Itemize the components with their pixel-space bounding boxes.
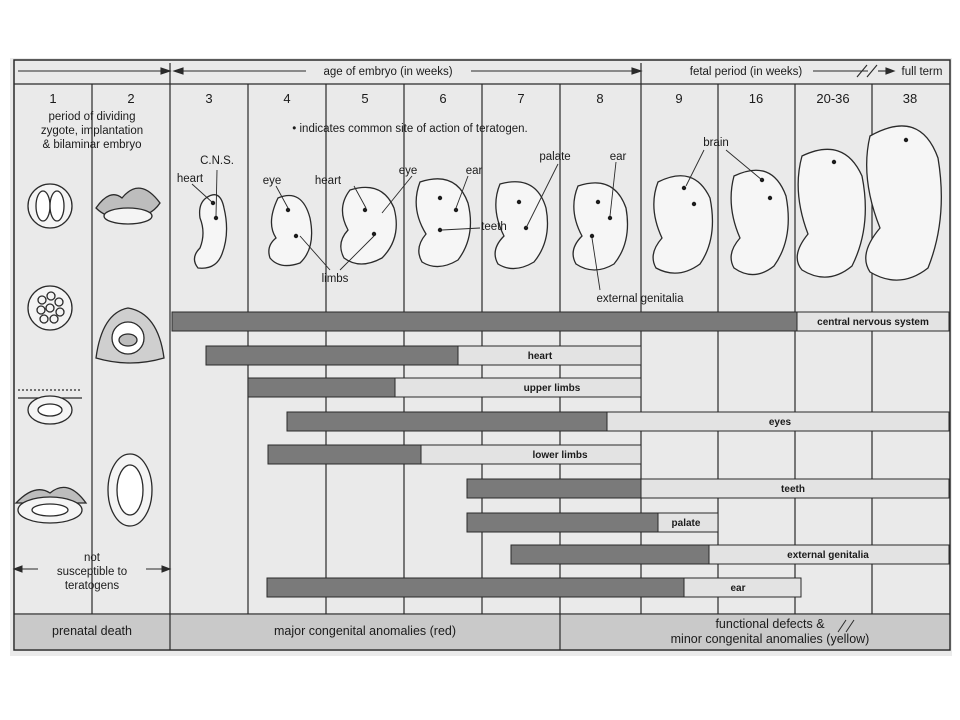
teeth-label: teeth [481,221,507,233]
bar-external-genitalia [511,545,949,564]
limbs-label: limbs [321,273,349,285]
bar-eyes [287,412,949,431]
embryo-week-3-drawing [194,195,226,269]
bar-label: teeth [781,484,805,495]
bar-label: palate [671,518,701,529]
bar-label: external genitalia [787,550,869,561]
week-16-label: 16 [748,91,764,106]
prenatal-death-label: prenatal death [52,624,132,638]
week-labels [49,91,917,106]
week-8-label: 8 [596,91,604,106]
bar-lower-limbs [268,445,641,464]
chart-canvas [10,58,952,656]
brain-label: brain [703,137,729,149]
embryo-week-4-drawing [269,196,312,266]
embryo-illustrations [194,126,941,280]
palate-label: palate [539,151,571,163]
eye-week-6-label: eye [398,165,418,177]
ear-week-6-label: ear [465,165,483,177]
bar-label: lower limbs [532,450,588,461]
bar-upper-limbs [248,378,641,397]
fetus-week-16-drawing [731,170,788,274]
bar-teeth [467,479,949,498]
eye-week-4-label: eye [262,175,282,187]
week-9-label: 9 [675,91,683,106]
embryo-week-8-drawing [573,183,627,270]
functional-defects-label-2: minor congenital anomalies (yellow) [670,632,870,646]
external-genitalia-label: external genitalia [596,293,684,305]
bar-label: heart [527,351,553,362]
heart-week-3-label: heart [176,173,204,185]
week-3-label: 3 [205,91,213,106]
bar-heart [206,346,641,365]
chorionic-sac-drawing [108,454,152,526]
week-38-label: 38 [902,91,918,106]
not-susceptible-label-1: not [84,552,100,564]
heart-week-5-label: heart [314,175,342,187]
cns-label: C.N.S. [200,155,234,167]
bar-label: upper limbs [523,383,581,394]
dividing-zygote-note-1: period of dividing [48,111,136,123]
full-term-header: full term [901,66,943,78]
week-5-label: 5 [361,91,369,106]
fetus-week-20-36-drawing [797,149,865,277]
week-20-36-label: 20-36 [816,91,850,106]
fetus-week-9-drawing [653,176,712,273]
teratogen-sensitivity-chart [10,58,952,656]
not-susceptible-label-3: teratogens [64,580,120,592]
bar-palate [467,513,718,532]
functional-defects-label-1: functional defects & [715,617,825,631]
ear-week-8-label: ear [609,151,627,163]
implanted-embryo-drawing [96,308,164,363]
implanting-blastocyst-drawing [18,390,82,424]
two-cell-zygote-drawing [28,184,72,228]
bar-label: ear [730,583,746,594]
teratogen-site-legend: • indicates common site of action of teratogen. [292,123,528,135]
week-6-label: 6 [439,91,447,106]
age-of-embryo-header: age of embryo (in weeks) [323,66,453,78]
major-anomalies-label: major congenital anomalies (red) [273,624,457,638]
fetal-period-header: fetal period (in weeks) [689,66,803,78]
bar-ear [267,578,801,597]
week-1-label: 1 [49,91,57,106]
week-7-label: 7 [517,91,525,106]
bar-label: eyes [768,417,792,428]
dividing-zygote-note-3: & bilaminar embryo [42,139,142,151]
not-susceptible-label-2: susceptible to [56,566,128,578]
bar-central-nervous-system [172,312,949,331]
bar-label: central nervous system [817,317,929,328]
week-4-label: 4 [283,91,291,106]
fetus-week-38-drawing [866,126,942,280]
early-implantation-drawing [16,487,86,523]
week-2-label: 2 [127,91,135,106]
sensitivity-bars [172,312,949,597]
bilaminar-disc-drawing [96,188,160,224]
morula-drawing [28,286,72,330]
embryo-week-5-drawing [341,187,396,264]
dividing-zygote-note-2: zygote, implantation [40,125,144,137]
early-stage-illustrations [16,184,164,526]
